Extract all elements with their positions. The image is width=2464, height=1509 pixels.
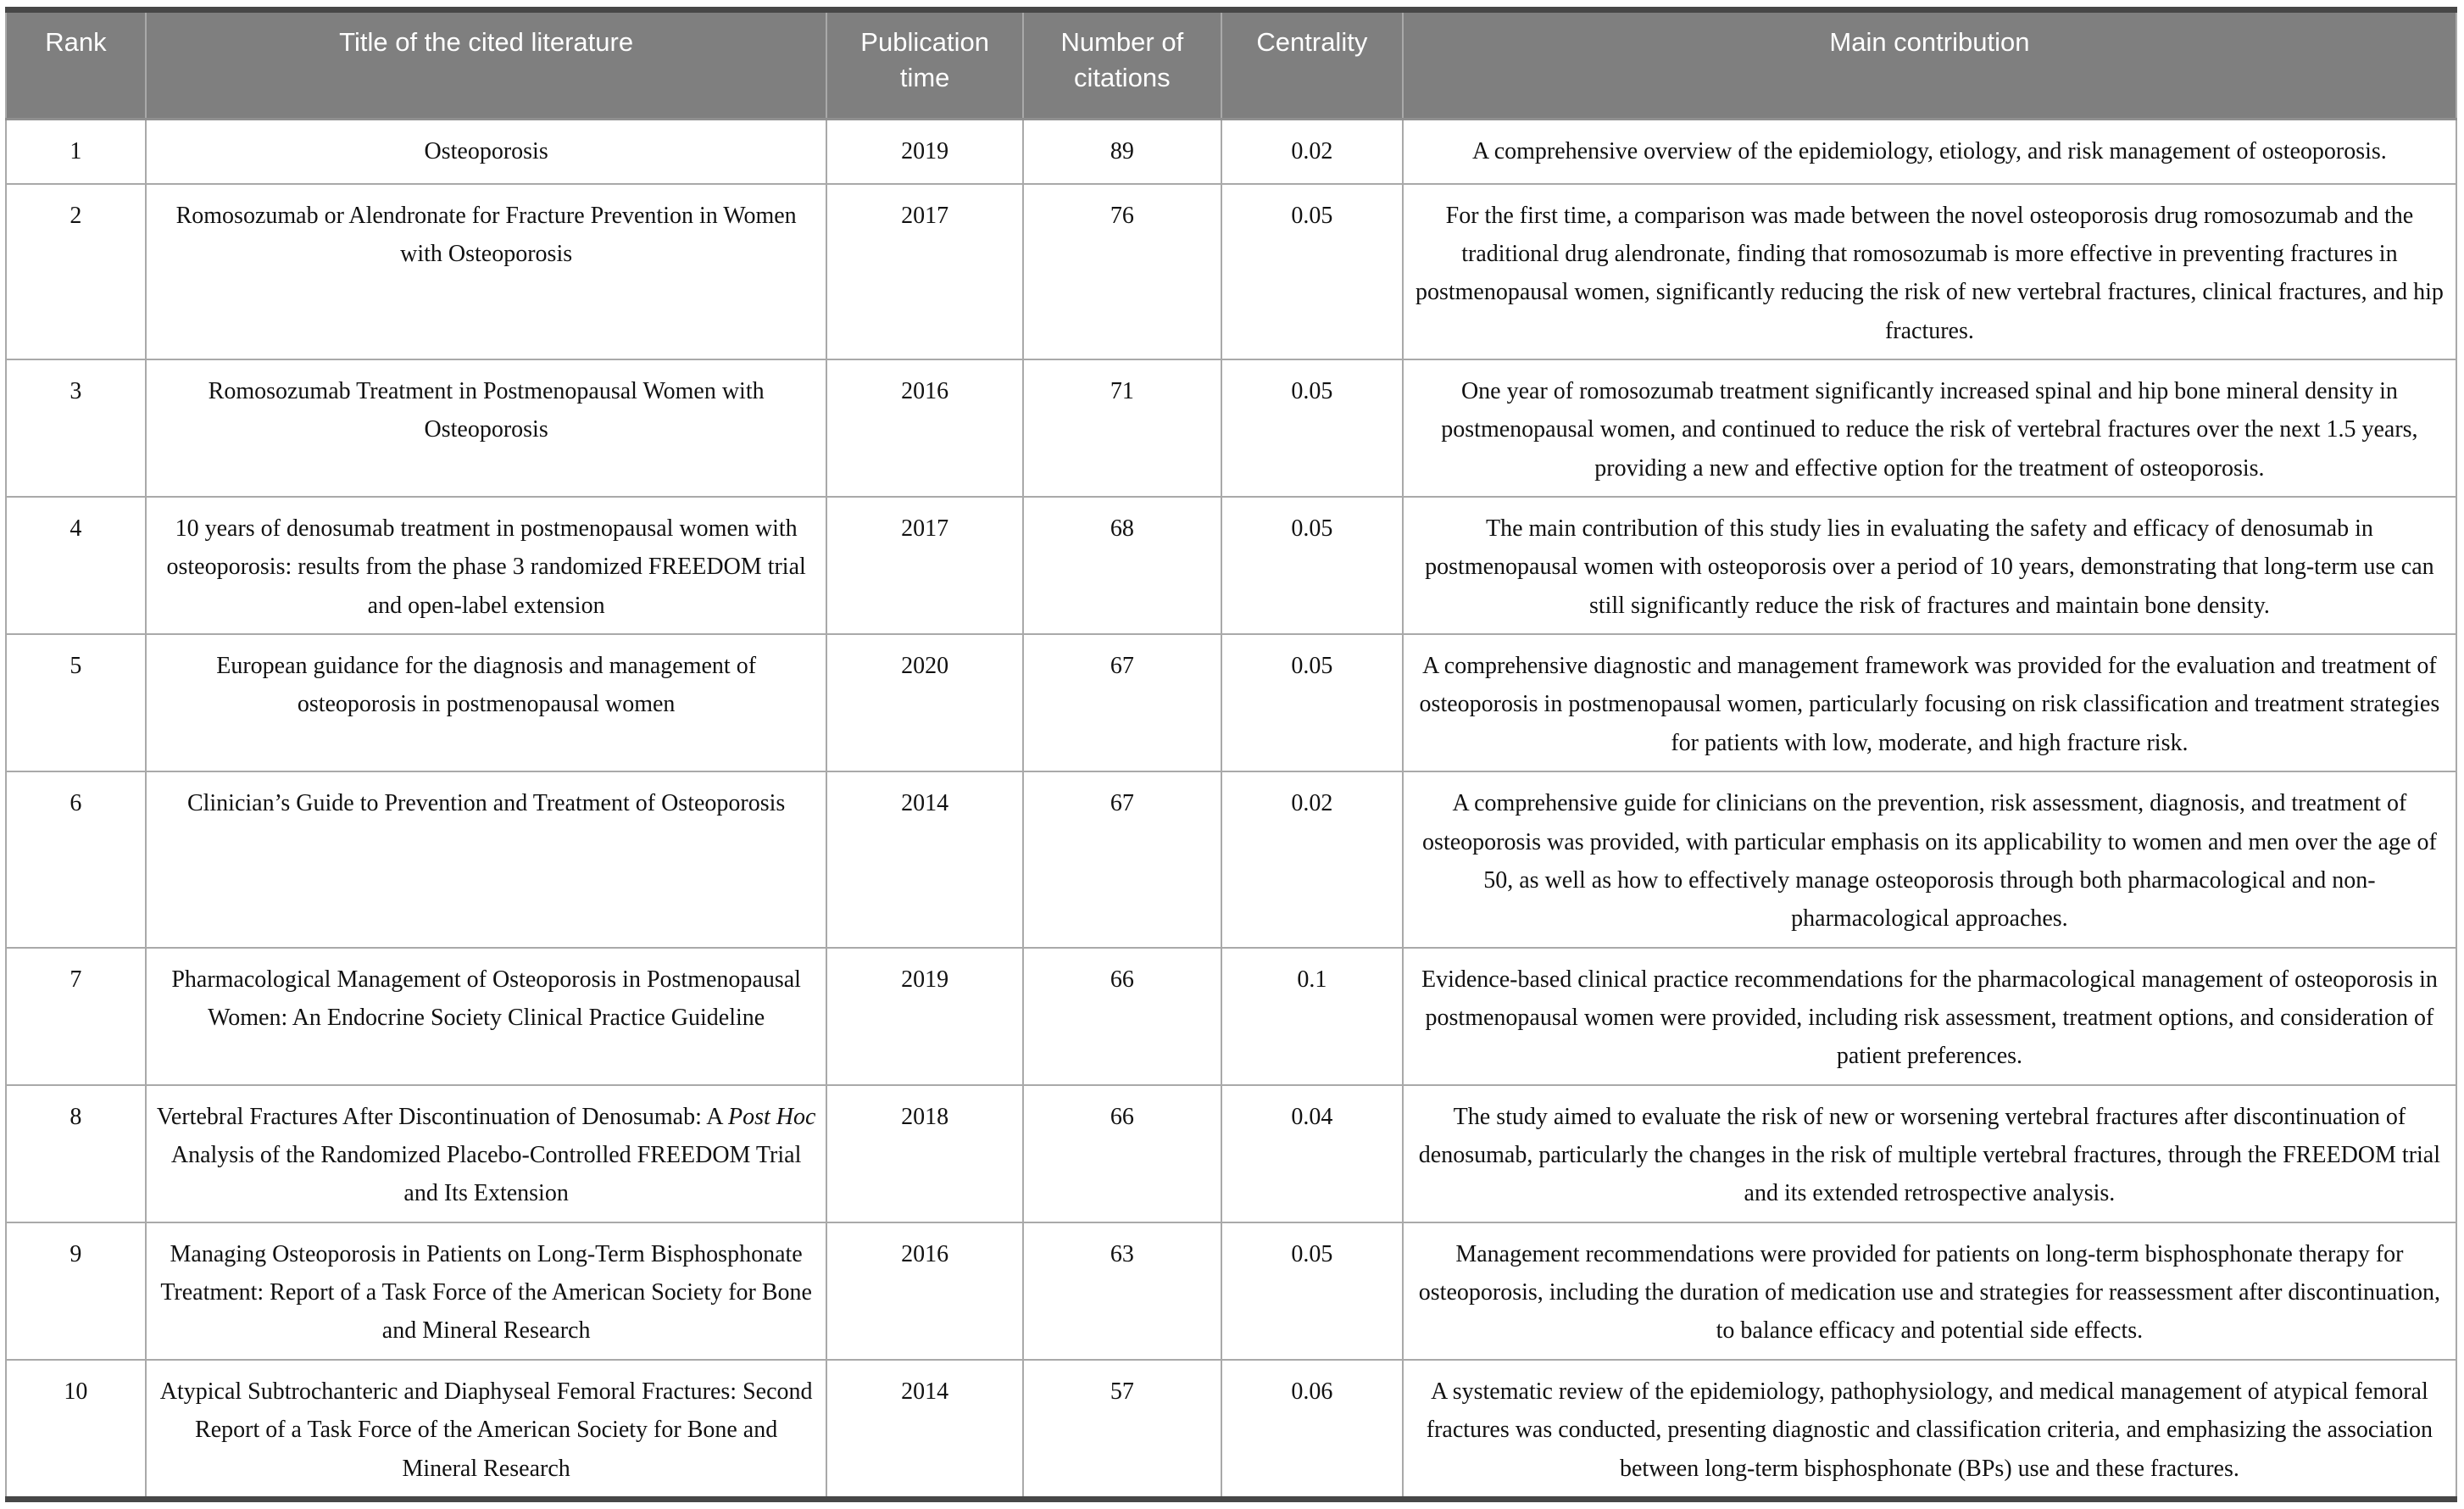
table-row bbox=[6, 497, 2456, 634]
contribution-cell: The study aimed to evaluate the risk of new or worsening vertebral fractures after discontinuation of denosumab, particularly the changes in the risk of multiple vertebral fractures, through the FREEDOM trial and its extended retrospective analysis. bbox=[1403, 1085, 2456, 1222]
centrality-cell: 0.06 bbox=[1221, 1360, 1403, 1500]
title-cell: Romosozumab or Alendronate for Fracture Prevention in Women with Osteoporosis bbox=[146, 184, 827, 359]
contribution-cell: A systematic review of the epidemiology, pathophysiology, and medical management of atypical femoral fractures was conducted, presenting diagnostic and classification criteria, and emphasizing the association between long-term bisphosphonate (BPs) use and these fractures. bbox=[1403, 1360, 2456, 1500]
rank-cell: 5 bbox=[6, 634, 146, 771]
citations-cell: 89 bbox=[1023, 120, 1221, 184]
publication-time-cell: 2019 bbox=[826, 948, 1022, 1085]
contribution-cell: Management recommendations were provided for patients on long-term bisphosphonate therapy for osteoporosis, including the duration of medication use and strategies for reassessment after discontinuation, to balance efficacy and potential side effects. bbox=[1403, 1222, 2456, 1360]
title-segment-italic: Post Hoc bbox=[728, 1103, 816, 1130]
title-cell bbox=[146, 1085, 827, 1222]
rank-cell: 10 bbox=[6, 1360, 146, 1500]
centrality-cell: 0.05 bbox=[1221, 634, 1403, 771]
publication-time-cell: 2016 bbox=[826, 1222, 1022, 1360]
citations-cell: 57 bbox=[1023, 1360, 1221, 1500]
publication-time-cell: 2017 bbox=[826, 184, 1022, 359]
citations-cell: 66 bbox=[1023, 948, 1221, 1085]
header-title: Title of the cited literature bbox=[146, 10, 827, 120]
citations-cell: 71 bbox=[1023, 359, 1221, 497]
contribution-cell: Evidence-based clinical practice recommendations for the pharmacological management of osteoporosis in postmenopausal women were provided, including risk assessment, treatment options, and consideration of patient preferences. bbox=[1403, 948, 2456, 1085]
centrality-cell: 0.02 bbox=[1221, 120, 1403, 184]
contribution-cell: A comprehensive guide for clinicians on the prevention, risk assessment, diagnosis, and treatment of osteoporosis was provided, with particular emphasis on its applicability to women and men over the age of 50, as well as how to effectively manage osteoporosis through both pharmacological and non-pharmacological approaches. bbox=[1403, 771, 2456, 947]
table-row bbox=[6, 771, 2456, 947]
centrality-cell: 0.05 bbox=[1221, 184, 1403, 359]
table-row bbox=[6, 120, 2456, 184]
centrality-cell: 0.02 bbox=[1221, 771, 1403, 947]
contribution-cell: A comprehensive overview of the epidemiology, etiology, and risk management of osteoporosis. bbox=[1403, 120, 2456, 184]
rank-cell: 6 bbox=[6, 771, 146, 947]
publication-time-cell: 2017 bbox=[826, 497, 1022, 634]
header-publication-time: Publication time bbox=[826, 10, 1022, 120]
rank-cell: 7 bbox=[6, 948, 146, 1085]
cited-literature-table bbox=[5, 7, 2457, 1502]
table-row bbox=[6, 1222, 2456, 1360]
title-segment: Analysis of the Randomized Placebo-Controlled FREEDOM Trial and Its Extension bbox=[170, 1142, 802, 1207]
rank-cell: 4 bbox=[6, 497, 146, 634]
header-row bbox=[6, 10, 2456, 120]
centrality-cell: 0.1 bbox=[1221, 948, 1403, 1085]
table-row bbox=[6, 948, 2456, 1085]
rank-cell: 9 bbox=[6, 1222, 146, 1360]
contribution-cell: The main contribution of this study lies in evaluating the safety and efficacy of denosumab in postmenopausal women with osteoporosis over a period of 10 years, demonstrating that long-term use can still significantly reduce the risk of fractures and maintain bone density. bbox=[1403, 497, 2456, 634]
table-row bbox=[6, 1360, 2456, 1500]
title-segment: Vertebral Fractures After Discontinuation of Denosumab: A bbox=[156, 1103, 728, 1130]
title-cell: Osteoporosis bbox=[146, 120, 827, 184]
citations-cell: 63 bbox=[1023, 1222, 1221, 1360]
publication-time-cell: 2014 bbox=[826, 1360, 1022, 1500]
title-cell: Pharmacological Management of Osteoporosis in Postmenopausal Women: An Endocrine Society Clinical Practice Guideline bbox=[146, 948, 827, 1085]
citations-cell: 67 bbox=[1023, 634, 1221, 771]
rank-cell: 3 bbox=[6, 359, 146, 497]
centrality-cell: 0.05 bbox=[1221, 1222, 1403, 1360]
table-row bbox=[6, 184, 2456, 359]
header-centrality: Centrality bbox=[1221, 10, 1403, 120]
table-row bbox=[6, 634, 2456, 771]
rank-cell: 2 bbox=[6, 184, 146, 359]
centrality-cell: 0.05 bbox=[1221, 359, 1403, 497]
publication-time-cell: 2016 bbox=[826, 359, 1022, 497]
title-cell: Atypical Subtrochanteric and Diaphyseal Femoral Fractures: Second Report of a Task Force of the American Society for Bone and Mineral Research bbox=[146, 1360, 827, 1500]
rank-cell: 1 bbox=[6, 120, 146, 184]
centrality-cell: 0.04 bbox=[1221, 1085, 1403, 1222]
title-cell: 10 years of denosumab treatment in postmenopausal women with osteoporosis: results from the phase 3 randomized FREEDOM trial and open-label extension bbox=[146, 497, 827, 634]
table-body bbox=[6, 120, 2456, 1500]
header-number-of-citations: Number of citations bbox=[1023, 10, 1221, 120]
table-row bbox=[6, 1085, 2456, 1222]
citations-cell: 66 bbox=[1023, 1085, 1221, 1222]
publication-time-cell: 2020 bbox=[826, 634, 1022, 771]
citations-cell: 67 bbox=[1023, 771, 1221, 947]
table-header bbox=[6, 10, 2456, 120]
title-cell: Clinician’s Guide to Prevention and Treatment of Osteoporosis bbox=[146, 771, 827, 947]
title-cell: Romosozumab Treatment in Postmenopausal Women with Osteoporosis bbox=[146, 359, 827, 497]
citations-cell: 76 bbox=[1023, 184, 1221, 359]
header-main-contribution: Main contribution bbox=[1403, 10, 2456, 120]
citations-cell: 68 bbox=[1023, 497, 1221, 634]
rank-cell: 8 bbox=[6, 1085, 146, 1222]
centrality-cell: 0.05 bbox=[1221, 497, 1403, 634]
publication-time-cell: 2014 bbox=[826, 771, 1022, 947]
publication-time-cell: 2019 bbox=[826, 120, 1022, 184]
table-row bbox=[6, 359, 2456, 497]
title-cell: European guidance for the diagnosis and management of osteoporosis in postmenopausal women bbox=[146, 634, 827, 771]
header-rank: Rank bbox=[6, 10, 146, 120]
contribution-cell: One year of romosozumab treatment significantly increased spinal and hip bone mineral density in postmenopausal women, and continued to reduce the risk of vertebral fractures over the next 1.5 years, providing a new and effective option for the treatment of osteoporosis. bbox=[1403, 359, 2456, 497]
publication-time-cell: 2018 bbox=[826, 1085, 1022, 1222]
contribution-cell: For the first time, a comparison was made between the novel osteoporosis drug romosozumab and the traditional drug alendronate, finding that romosozumab is more effective in preventing fractures in postmenopausal women, significantly reducing the risk of new vertebral fractures, clinical fractures, and hip fractures. bbox=[1403, 184, 2456, 359]
title-cell: Managing Osteoporosis in Patients on Long-Term Bisphosphonate Treatment: Report of a Task Force of the American Society for Bone and Mineral Research bbox=[146, 1222, 827, 1360]
contribution-cell: A comprehensive diagnostic and management framework was provided for the evaluation and treatment of osteoporosis in postmenopausal women, particularly focusing on risk classification and treatment strategies for patients with low, moderate, and high fracture risk. bbox=[1403, 634, 2456, 771]
